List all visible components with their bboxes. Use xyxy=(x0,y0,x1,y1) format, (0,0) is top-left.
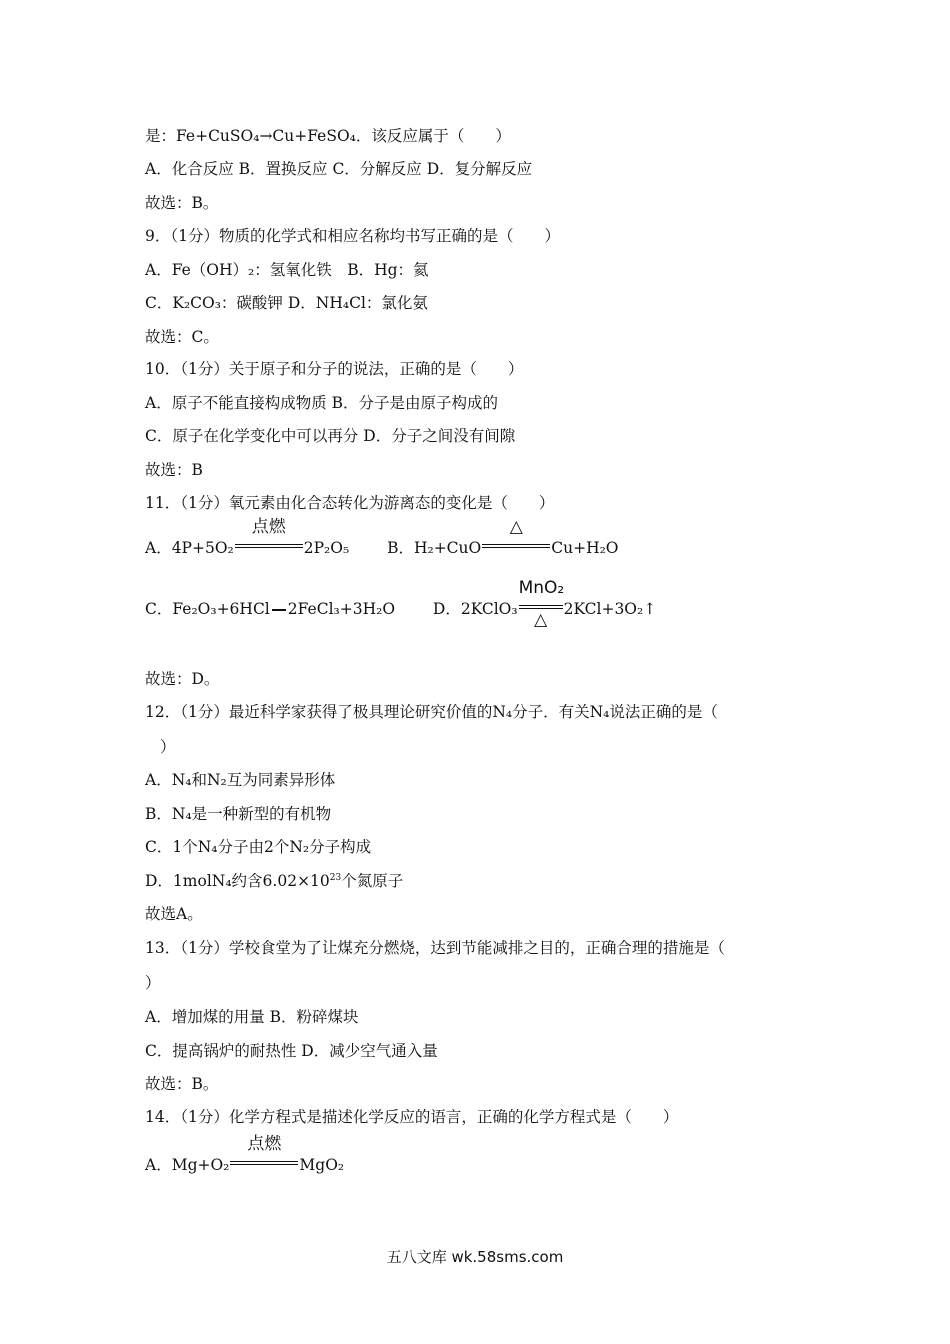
q11-a-condition xyxy=(235,517,303,559)
q10-options-ab: A．原子不能直接构成物质 B．分子是由原子构成的 xyxy=(145,394,499,412)
text-line-1: 是：Fe+CuSO₄→Cu+FeSO₄．该反应属于（ ） xyxy=(145,127,511,145)
q11-d-condition xyxy=(518,578,565,630)
q11-c-product: 2FeCl₃+3H₂O xyxy=(287,600,396,618)
equals-sign xyxy=(482,544,550,548)
q11-answer: 故选：D。 xyxy=(145,670,220,688)
q11-stem: 11．（1分）氧元素由化合态转化为游离态的变化是（ ） xyxy=(145,494,555,512)
q13-options-ab: A．增加煤的用量 B．粉碎煤块 xyxy=(145,1008,359,1026)
q12-answer: 故选A。 xyxy=(145,905,203,923)
page-footer: 五八文库 wk.58sms.com xyxy=(386,1248,564,1266)
q13-stem-end: ） xyxy=(145,974,161,992)
ignite-condition: 点燃 xyxy=(251,517,286,537)
q12-option-d xyxy=(145,871,403,891)
heat-triangle-icon: △ xyxy=(509,517,523,537)
q10-options-cd: C．原子在化学变化中可以再分 D．分子之间没有间隙 xyxy=(145,427,516,445)
q12-d-prefix: D．1molN₄约含6.02×10 xyxy=(145,872,330,890)
q9-answer: 故选：C。 xyxy=(145,328,219,346)
q14-stem: 14．（1分）化学方程式是描述化学反应的语言，正确的化学方程式是（ ） xyxy=(145,1108,679,1126)
reaction-dash xyxy=(272,609,286,611)
q12-stem-end: ） xyxy=(160,738,176,756)
q14-a-product: MgO₂ xyxy=(299,1156,345,1174)
q8-answer: 故选：B。 xyxy=(145,194,219,212)
q11-options-cd xyxy=(145,578,657,630)
ignite-condition: 点燃 xyxy=(247,1134,282,1154)
q10-answer: 故选：B xyxy=(145,461,203,479)
q10-stem: 10．（1分）关于原子和分子的说法，正确的是（ ） xyxy=(145,360,524,378)
q11-d-reactants: D．2KClO₃ xyxy=(432,600,518,618)
q11-b-reactants: B．H₂+CuO xyxy=(387,539,482,557)
q9-stem: 9．（1分）物质的化学式和相应名称均书写正确的是（ ） xyxy=(145,227,560,245)
q12-option-c: C．1个N₄分子由2个N₂分子构成 xyxy=(145,838,372,856)
q11-d-product: 2KCl+3O₂↑ xyxy=(563,600,657,618)
q12-d-exponent: 23 xyxy=(329,873,342,883)
equals-sign xyxy=(519,605,563,609)
q13-options-cd: C．提高锅炉的耐热性 D．减少空气通入量 xyxy=(145,1042,438,1060)
q12-d-suffix: 个氮原子 xyxy=(341,872,404,890)
equals-sign xyxy=(235,544,303,548)
q14-a-reactants: A．Mg+O₂ xyxy=(145,1156,230,1174)
q12-stem: 12．（1分）最近科学家获得了极具理论研究价值的N₄分子．有关N₄说法正确的是（ xyxy=(145,703,718,721)
catalyst-label: MnO₂ xyxy=(518,578,565,598)
equals-sign xyxy=(230,1161,298,1165)
q12-option-b: B．N₄是一种新型的有机物 xyxy=(145,805,332,823)
q14-a-condition xyxy=(230,1134,298,1176)
q9-options-ab: A．Fe（OH）₂：氢氧化铁 B．Hg：氦 xyxy=(145,261,429,279)
q8-options: A．化合反应 B．置换反应 C．分解反应 D．复分解反应 xyxy=(145,160,533,178)
q9-options-cd: C．K₂CO₃：碳酸钾 D．NH₄Cl：氯化氨 xyxy=(145,294,428,312)
q11-a-reactants: A．4P+5O₂ xyxy=(145,539,234,557)
q11-b-product: Cu+H₂O xyxy=(551,539,619,557)
q12-option-a: A．N₄和N₂互为同素异形体 xyxy=(145,771,336,789)
q11-c-reactants: C．Fe₂O₃+6HCl xyxy=(145,600,270,618)
q11-a-product: 2P₂O₅ xyxy=(303,539,350,557)
q11-b-condition xyxy=(482,517,550,559)
q14-option-a xyxy=(145,1134,345,1176)
heat-triangle-icon: △ xyxy=(534,610,548,630)
q11-options-ab xyxy=(145,517,619,559)
q13-stem: 13．（1分）学校食堂为了让煤充分燃烧，达到节能减排之目的，正确合理的措施是（ xyxy=(145,939,725,957)
q13-answer: 故选：B。 xyxy=(145,1075,219,1093)
